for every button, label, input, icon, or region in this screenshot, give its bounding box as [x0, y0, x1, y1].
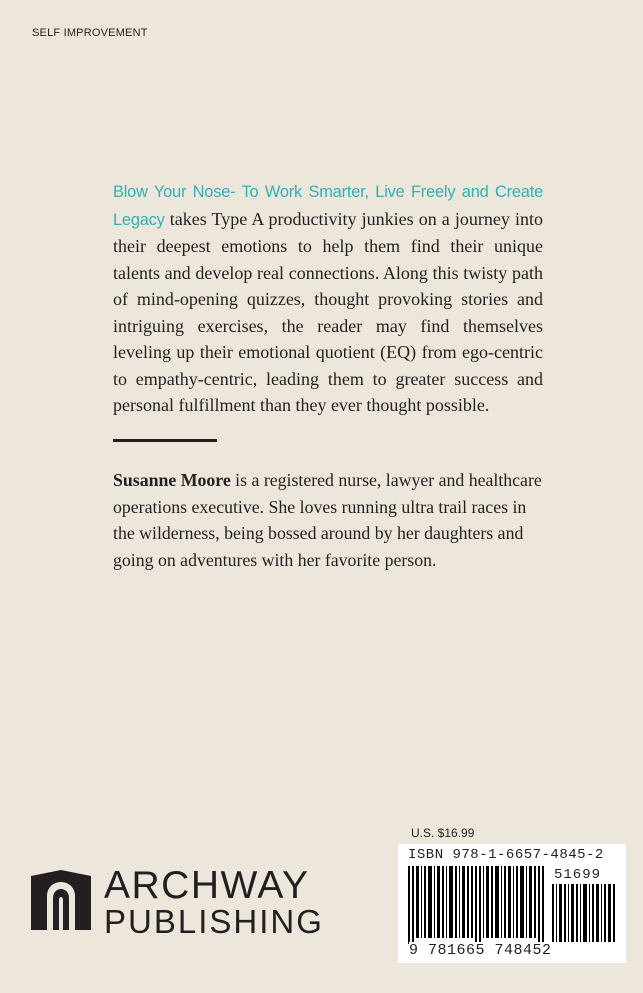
archway-logo-icon — [31, 870, 91, 930]
book-description — [113, 178, 543, 419]
bio-text: is a registered nurse, lawyer and healthcare operations executive. She loves running ultra trail races in the wilderness, being bossed around by her daughters and going on adventures with her favorite person. — [113, 470, 542, 570]
publisher-name-line1: ARCHWAY — [104, 864, 310, 907]
isbn-label: ISBN 978-1-6657-4845-2 — [408, 847, 604, 863]
publisher-name-line2: PUBLISHING — [104, 903, 324, 940]
author-name: Susanne Moore — [113, 470, 231, 490]
section-divider — [113, 439, 217, 442]
description-text: takes Type A productivity junkies on a journey into their deepest emotions to help them find their unique talents and develop real connections. Along this twisty path of mind-opening quizzes, thought provoking stories and intriguing exercises, the reader may find themselves leveling up their emotional quotient (EQ) from ego-centric to empathy-centric, leading them to greater success and personal fulfillment than they ever thought possible. — [113, 208, 543, 415]
ean-number: 9 781665 748452 — [409, 942, 552, 959]
book-title: Blow Your Nose- To Work Smarter, Live Freely and Create Legacy — [113, 183, 543, 229]
price-addon-code: 51699 — [554, 867, 602, 883]
category-label: SELF IMPROVEMENT — [32, 27, 148, 39]
price-label: U.S. $16.99 — [411, 826, 475, 840]
author-bio — [113, 467, 543, 573]
barcode-block — [398, 844, 626, 963]
isbn-barcode — [408, 866, 546, 944]
